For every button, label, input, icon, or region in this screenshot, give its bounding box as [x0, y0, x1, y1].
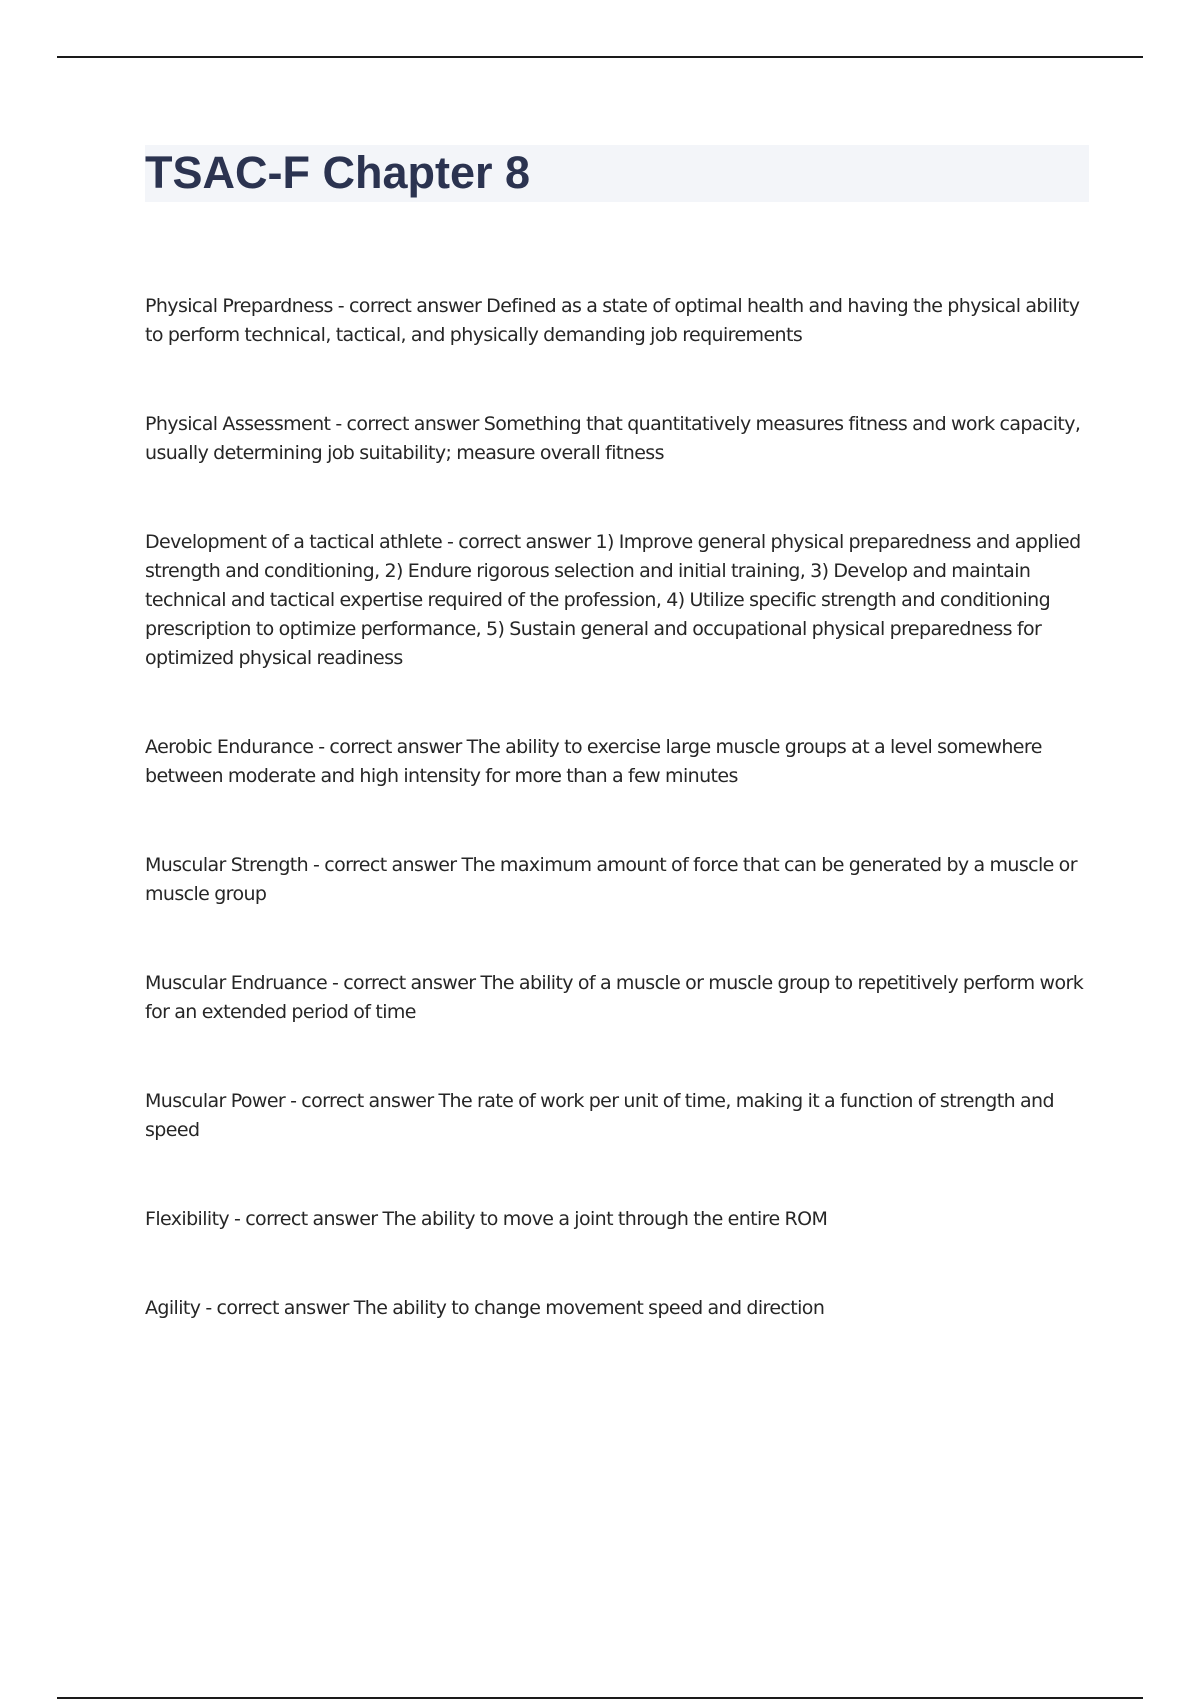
flashcard-muscular-strength: Muscular Strength - correct answer The maximum amount of force that can be generated by a muscle or muscle group [145, 854, 1077, 905]
top-rule [57, 56, 1143, 58]
flashcard-physical-prepardness: Physical Prepardness - correct answer Defined as a state of optimal health and having the physical ability to perform technical, tactical, and physically demanding job requirements [145, 295, 1080, 346]
bottom-rule [57, 1697, 1143, 1699]
flashcard-muscular-power: Muscular Power - correct answer The rate of work per unit of time, making it a function of strength and speed [145, 1090, 1054, 1141]
flashcard-agility: Agility - correct answer The ability to change movement speed and direction [145, 1297, 825, 1319]
flashcard-development-tactical-athlete: Development of a tactical athlete - correct answer 1) Improve general physical preparedness and applied strength and conditioning, 2) Endure rigorous selection and initial training, 3) Develop and maintain technical and tactical expertise required of the profession, 4) Utilize specific strength and conditioning prescription to optimize performance, 5) Sustain general and occupational physical preparedness for optimized physical readiness [145, 531, 1081, 669]
flashcard-muscular-endruance: Muscular Endruance - correct answer The ability of a muscle or muscle group to repetitively perform work for an extended period of time [145, 972, 1084, 1023]
flashcard-aerobic-endurance: Aerobic Endurance - correct answer The ability to exercise large muscle groups at a level somewhere between moderate and high intensity for more than a few minutes [145, 736, 1042, 787]
document-title: TSAC-F Chapter 8 [145, 147, 531, 198]
flashcard-list [145, 292, 1095, 1383]
flashcard-flexibility: Flexibility - correct answer The ability to move a joint through the entire ROM [145, 1208, 828, 1230]
flashcard-physical-assessment: Physical Assessment - correct answer Something that quantitatively measures fitness and work capacity, usually determining job suitability; measure overall fitness [145, 413, 1081, 464]
